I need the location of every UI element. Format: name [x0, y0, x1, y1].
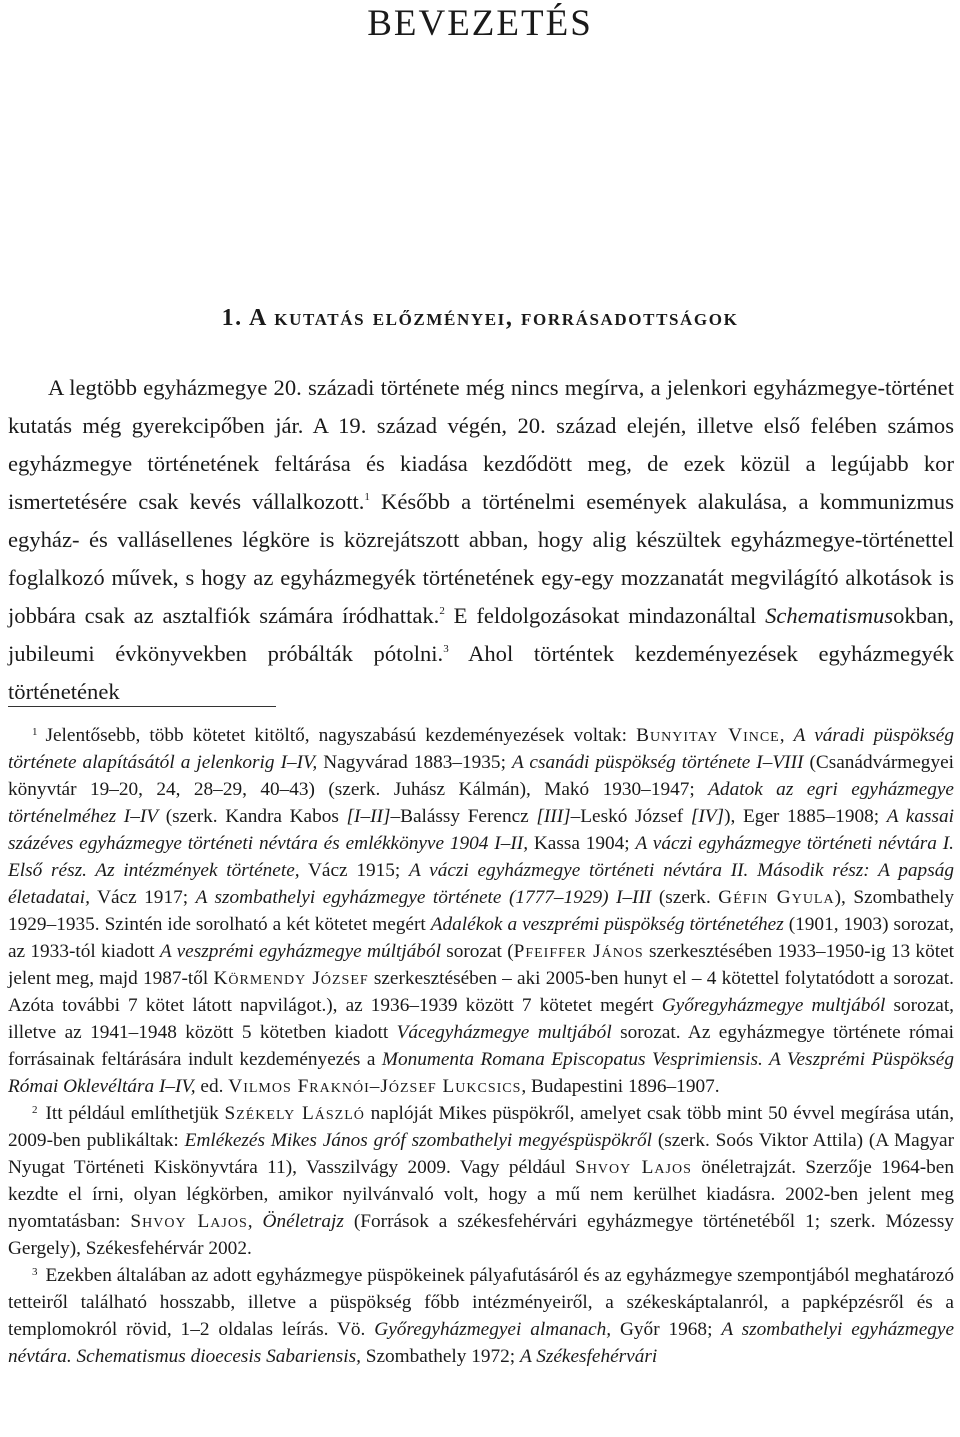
footnote-text: (Csanádvármegyei könyvtár 19–20, 24, 28–29, 40–43) (szerk. Juhász Kálmán), Makó 1930–1947;: [8, 752, 954, 800]
book-title: Adatok az egri egyházmegye történelméhez I–IV: [8, 779, 954, 827]
author-name: Vilmos Fraknói–József Lukcsics: [228, 1076, 522, 1097]
book-title: Önéletrajz: [262, 1211, 344, 1232]
footnote-3: [8, 1262, 954, 1370]
footnote-text: sorozat (: [440, 941, 514, 962]
main-text: [8, 369, 954, 711]
footnote-text: Jelentősebb, több kötetet kitöltő, nagyszabású kezdeményezések voltak:: [45, 725, 637, 746]
footnote-text: sorozat, illetve az 1941–1948 között 5 kötetben kiadott: [8, 995, 954, 1043]
book-title: A Székesfehérvári: [519, 1346, 658, 1367]
footnote-text: ,: [247, 1211, 263, 1232]
book-title: A szombathelyi egyházmegye története (1777–1929) I–III: [195, 887, 652, 908]
book-title: A csanádi püspökség története I–VIII: [511, 752, 804, 773]
footnote-text: (szerk. Soós Viktor Attila) (A Magyar Nyugat Történeti Kiskönyvtára 11), Vasszilvágy 2009. Vagy például: [8, 1130, 954, 1178]
footnote-ref-2[interactable]: 2: [439, 605, 445, 617]
footnote-1: [8, 722, 954, 1100]
footnote-text: Nagyvárad 1883–1935;: [317, 752, 512, 773]
paragraph-text: E feldolgozásokat mindazonáltal: [444, 603, 766, 628]
footnote-text: Kassa 1904;: [528, 833, 636, 854]
footnote-text: (1901, 1903) sorozat, az 1933-tól kiadott: [8, 914, 954, 962]
footnote-text: Szombathely 1972;: [360, 1346, 520, 1367]
author-name: Körmendy József: [213, 968, 369, 989]
footnote-text: szerkesztésében 1933–1950-ig 13 kötet jelent meg, majd 1987-től: [8, 941, 954, 989]
footnote-ref-3[interactable]: 3: [443, 643, 449, 655]
footnote-text: önéletrajzát. Szerzője 1964-ben kezdte el írni, olyan légkörben, amikor nyilvánvaló volt, hogy a mű nem kerülhet kiadásra. 2002-ben jelent meg nyomtatásban:: [8, 1157, 955, 1232]
book-title: Monumenta Romana Episcopatus Vesprimiensis. A Veszprémi Püspökség Római Oklevéltára I–IV,: [8, 1049, 954, 1097]
footnote-text: naplóját Mikes püspökről, amelyet csak több mint 50 évvel megírása után, 2009-ben publikáltak:: [8, 1103, 955, 1151]
author-name: Bunyitay Vince: [636, 725, 780, 746]
paragraph-text: Később a történelmi események alakulása, a kommunizmus egyház- és vallásellenes légköre is közrejátszott abban, hogy alig készültek egyházmegye-történettel foglalkozó művek, s hogy az egyházmegyék történetének egy-egy mozzanatát megvilágító alkotások is jobbára csak az asztalfiók számára íródhattak.: [8, 489, 954, 628]
footnote-text: Vácz 1915;: [299, 860, 409, 881]
author-name: Géfin Gyula: [718, 887, 835, 908]
italic-term: Schematismus: [765, 603, 894, 628]
book-title: A veszprémi egyházmegye múltjából: [159, 941, 441, 962]
footnote-text: ed.: [195, 1076, 229, 1097]
footnote-number: 2: [32, 1104, 38, 1116]
footnote-text: Itt például említhetjük: [45, 1103, 225, 1124]
volume-ref: [I–II]: [346, 806, 391, 827]
book-title: A szombathelyi egyházmegye névtára. Schematismus dioecesis Sabariensis,: [8, 1319, 955, 1367]
footnote-text: (szerk.: [651, 887, 719, 908]
footnote-text: sorozat. Az egyházmegye története római forrásainak feltárására indult kezdeményezés a: [8, 1022, 954, 1070]
footnote-text: Vácz 1917;: [89, 887, 196, 908]
volume-ref: [IV]: [690, 806, 725, 827]
footnotes: [8, 722, 954, 1370]
author-name: Pfeiffer János: [513, 941, 644, 962]
footnote-text: ), Szombathely 1929–1935. Szintén ide sorolható a két kötetet megért: [8, 887, 954, 935]
page-title: BEVEZETÉS: [367, 3, 593, 44]
author-name: Shvoy Lajos: [575, 1157, 692, 1178]
book-title: A váczi egyházmegye történeti névtára II. Második rész: A papság életadatai,: [8, 860, 954, 908]
footnote-text: (szerk. Kandra Kabos: [158, 806, 347, 827]
footnote-ref-1[interactable]: 1: [364, 491, 370, 503]
book-title: Adalékok a veszprémi püspökség történetéhez: [430, 914, 784, 935]
section-heading: 1. A kutatás előzményei, forrásadottságok: [221, 305, 739, 331]
author-name: Székely László: [224, 1103, 365, 1124]
footnote-text: –Leskó József: [570, 806, 691, 827]
book-title: Győregyházmegye multjából: [661, 995, 886, 1016]
footnote-text: , Budapestini 1896–1907.: [521, 1076, 720, 1097]
footnote-text: (Források a székesfehérvári egyházmegye történetéből 1; szerk. Mózessy Gergely), Székesfehérvár 2002.: [8, 1211, 955, 1259]
footnote-number: 3: [32, 1266, 38, 1278]
footnote-number: 1: [32, 726, 38, 738]
author-name: Shvoy Lajos: [130, 1211, 248, 1232]
book-title: A váradi püspökség története alapításától a jelenkorig I–IV,: [8, 725, 954, 773]
paragraph: [8, 369, 954, 711]
book-title: Vácegyházmegye multjából: [396, 1022, 612, 1043]
paragraph-text: A legtöbb egyházmegye 20. századi története még nincs megírva, a jelenkori egyházmegye-történet kutatás még gyerekcipőben jár. A 19. század végén, 20. század elején, illetve első felében számos egyházmegye történetének feltárása és kiadása kezdődött meg, de ezek közül a legújabb kor ismertetésére csak kevés vállalkozott.: [8, 375, 954, 514]
volume-ref: [III]: [536, 806, 571, 827]
footnote-text: ,: [779, 725, 794, 746]
footnote-text: Győr 1968;: [611, 1319, 722, 1340]
footnote-divider: [8, 706, 276, 707]
book-title: A kassai százéves egyházmegye történeti névtára és emlékkönyve 1904 I–II,: [8, 806, 954, 854]
paragraph-text: Ahol történtek kezdeményezések egyházmegyék történetének: [8, 641, 954, 704]
book-title: Győregyházmegyei almanach,: [374, 1319, 612, 1340]
paragraph-text: okban, jubileumi évkönyvekben próbálták pótolni.: [8, 603, 954, 666]
footnote-text: szerkesztésében – aki 2005-ben hunyt el – 4 kötettel folytatódott a sorozat. Azóta további 7 kötet látott napvilágot.), az 1936–1939 között 7 kötetet megért: [8, 968, 954, 1016]
footnote-2: [8, 1100, 954, 1262]
book-title: A váczi egyházmegye történeti névtára I. Első rész. Az intézmények története,: [8, 833, 954, 881]
book-title: Emlékezés Mikes János gróf szombathelyi megyéspüspökről: [184, 1130, 653, 1151]
footnote-text: –Balássy Ferencz: [390, 806, 537, 827]
footnote-text: Ezekben általában az adott egyházmegye püspökeinek pályafutásáról és az egyházmegye szempontjából meghatározó tetteiről található hosszabb, illetve a püspökség főbb intézményeiről, a székeskáptalanról, a papképzésről és a templomokról rövid, 1–2 oldalas leírás. Vö.: [8, 1265, 954, 1340]
footnote-text: ), Eger 1885–1908;: [724, 806, 887, 827]
